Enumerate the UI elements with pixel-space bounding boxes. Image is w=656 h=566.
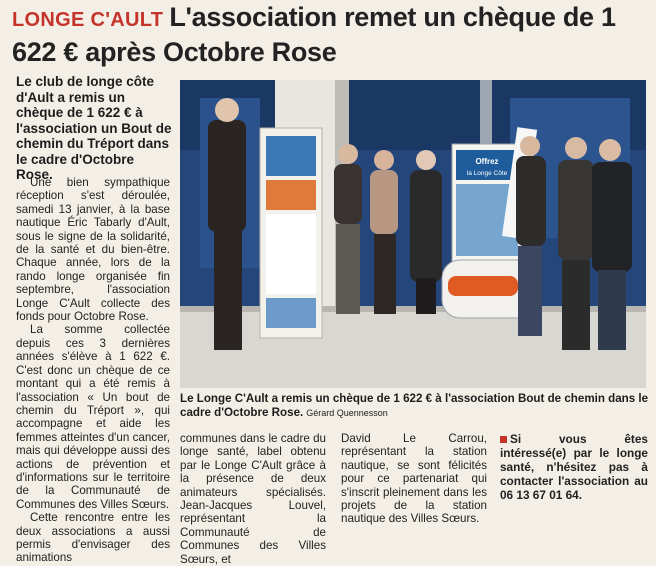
square-bullet-icon: [500, 436, 507, 443]
paragraph: Cette rencontre entre les deux associations a aussi permis d'envisager des animations: [16, 511, 170, 565]
body-column-3: [341, 432, 487, 526]
paragraph: David Le Carrou, représentant la station nautique, se sont félicités pour ce partenariat qui s'inscrit pleinement dans les projets de la station nautique des Villes Sœurs.: [341, 432, 487, 526]
caption-text: Le Longe C'Ault a remis un chèque de 1 622 € à l'association Bout de chemin dans le cadre d'Octobre Rose.: [180, 392, 649, 419]
kicker: LONGE C'AULT: [12, 9, 164, 31]
article-photo: [180, 80, 646, 388]
paragraph: La somme collectée depuis ces 3 dernières années s'élève à 1 622 €. C'est donc un chèque de ce montant qui a été remis à l'association « Un bout de chemin du Tréport », qui accompagne et aide les femmes atteintes d'un cancer, mais qui développe aussi des actions de prévention et d'informations sur le territoire de la Communauté de Communes des Villes Sœurs.: [16, 323, 170, 511]
headline: [12, 2, 648, 72]
lead-paragraph: Le club de longe côte d'Ault a remis un chèque de 1 622 € à l'association un Bout de chemin du Tréport dans le cadre d'Octobre Rose.: [16, 74, 172, 182]
contact-text: Si vous êtes intéressé(e) par le longe santé, n'hésitez pas à contacter l'association au 06 13 67 01 64.: [500, 432, 648, 502]
body-column-2: [180, 432, 326, 566]
paragraph: communes dans le cadre du longe santé, label obtenu par le Longe C'Ault grâce à la présence de deux animateurs spécialisés. Jean-Jacques Louvel, représentant la Communauté de Communes des Villes Sœurs, et: [180, 432, 326, 566]
svg-text:la Longe Côte: la Longe Côte: [466, 170, 508, 177]
photo-caption: [180, 392, 650, 420]
paragraph: Une bien sympathique réception s'est déroulée, samedi 13 janvier, à la base nautique Éric Tabarly d'Ault, sous le signe de la solidarité, de la santé et du bien-être. Chaque année, lors de la rando longe organisée fin septembre, l'association Longe C'Ault collecte des fonds pour Octobre Rose.: [16, 176, 170, 324]
body-column-1: [16, 176, 170, 565]
svg-text:Offrez: Offrez: [475, 157, 499, 166]
photo-credit: Gérard Quennesson: [306, 407, 388, 418]
article-title: L'association remet un chèque de 1 622 € après Octobre Rose: [12, 2, 616, 67]
photo-illustration: [180, 80, 646, 388]
contact-box: [500, 432, 648, 502]
